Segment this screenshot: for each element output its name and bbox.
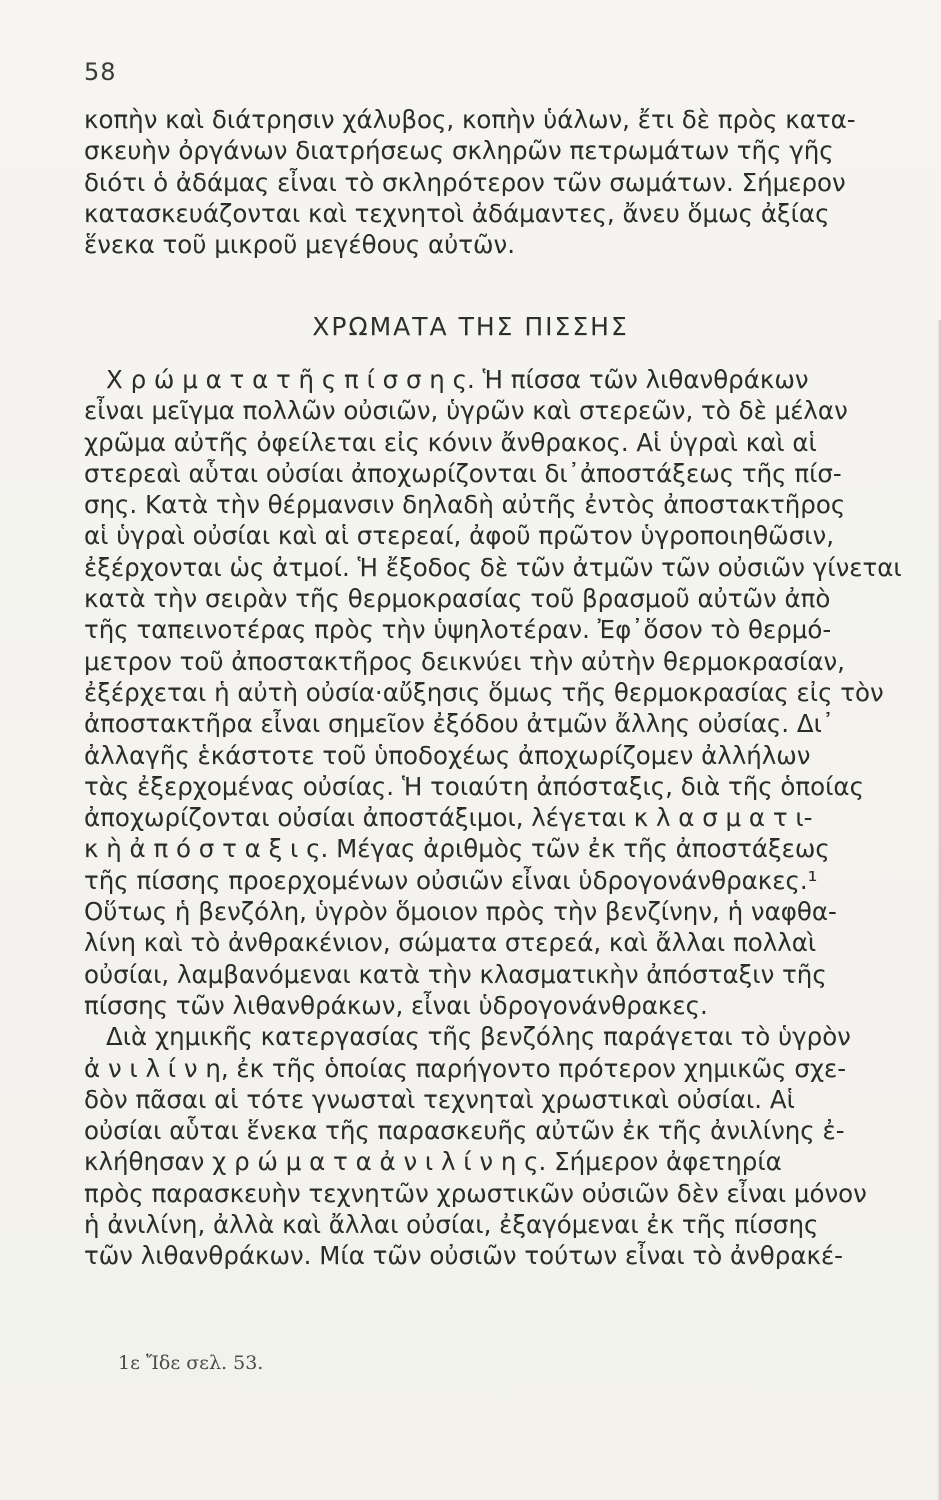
page-number: 58 xyxy=(84,58,117,86)
text-line: κ ὴ ἀ π ό σ τ α ξ ι ς. Μέγας ἀριθμὸς τῶν ἐκ τῆς ἀποστάξεως xyxy=(84,834,830,864)
text-line: κατὰ τὴν σειρὰν τῆς θερμοκρασίας τοῦ βρασμοῦ αὐτῶν ἀπὸ xyxy=(84,584,831,614)
text-line: τῆς ταπεινοτέρας πρὸς τὴν ὑψηλοτέραν. Ἐφ᾿ὅσον τὸ θερμό- xyxy=(84,615,832,645)
footnote: 1ε Ἴδε σελ. 53. xyxy=(118,1352,264,1374)
text-line: Οὕτως ἡ βενζόλη, ὑγρὸν ὅμοιον πρὸς τὴν βενζίνην, ἡ ναφθα- xyxy=(84,897,837,927)
text-line: οὐσίαι, λαμβανόμεναι κατὰ τὴν κλασματικὴν ἀπόσταξιν τῆς xyxy=(84,959,827,989)
text-line: ἀποχωρίζονται οὐσίαι ἀποστάξιμοι, λέγεται κ λ α σ μ α τ ι- xyxy=(84,803,813,833)
body-text xyxy=(84,364,934,1272)
text-line: τῶν λιθανθράκων. Μία τῶν οὐσιῶν τούτων εἶναι τὸ ἀνθρακέ- xyxy=(84,1241,844,1271)
text-line: κοπὴν καὶ διάτρησιν χάλυβος, κοπὴν ὑάλων, ἔτι δὲ πρὸς κατα- xyxy=(84,105,856,134)
text-line: ἐξέρχεται ἡ αὐτὴ οὐσία·αὔξησις ὅμως τῆς θερμοκρασίας εἰς τὸν xyxy=(84,677,884,707)
text-line: ἕνεκα τοῦ μικροῦ μεγέθους αὐτῶν. xyxy=(84,230,516,260)
text-line: αἱ ὑγραὶ οὐσίαι καὶ αἱ στερεαί, ἀφοῦ πρῶτον ὑγροποιηθῶσιν, xyxy=(84,521,834,551)
text-line: ἀ ν ι λ ί ν η, ἐκ τῆς ὁποίας παρήγοντο πρότερον χημικῶς σχε- xyxy=(84,1053,847,1083)
text-line: κατασκευάζονται καὶ τεχνητοὶ ἀδάμαντες, ἄνευ ὅμως ἀξίας xyxy=(84,198,830,228)
text-line: τὰς ἐξερχομένας οὐσίας. Ἡ τοιαύτη ἀπόσταξις, διὰ τῆς ὁποίας xyxy=(84,771,864,801)
text-line: ἐξέρχονται ὡς ἀτμοί. Ἡ ἔξοδος δὲ τῶν ἀτμῶν τῶν οὐσιῶν γίνεται xyxy=(84,552,902,582)
text-line: Διὰ χημικῆς κατεργασίας τῆς βενζόλης παράγεται τὸ ὑγρὸν xyxy=(106,1022,851,1052)
text-line: σκευὴν ὀργάνων διατρήσεως σκληρῶν πετρωμάτων τῆς γῆς xyxy=(84,136,834,166)
page-edge-shadow xyxy=(937,320,941,1500)
intro-paragraph xyxy=(84,104,934,260)
text-line: ἀλλαγῆς ἑκάστοτε τοῦ ὑποδοχέως ἀποχωρίζομεν ἀλλήλων xyxy=(84,740,811,770)
text-line: σης. Κατὰ τὴν θέρμανσιν δηλαδὴ αὐτῆς ἐντὸς ἀποστακτῆρος xyxy=(84,490,846,520)
text-line: χρῶμα αὐτῆς ὀφείλεται εἰς κόνιν ἄνθρακος. Αἱ ὑγραὶ καὶ αἱ xyxy=(84,427,817,457)
text-line: μετρον τοῦ ἀποστακτῆρος δεικνύει τὴν αὐτὴν θερμοκρασίαν, xyxy=(84,646,845,676)
text-line: ἡ ἀνιλίνη, ἀλλὰ καὶ ἄλλαι οὐσίαι, ἐξαγόμεναι ἐκ τῆς πίσσης xyxy=(84,1210,819,1240)
text-line: διότι ὁ ἀδάμας εἶναι τὸ σκληρότερον τῶν σωμάτων. Σήμερον xyxy=(84,167,846,197)
text-line: οὐσίαι αὗται ἕνεκα τῆς παρασκευῆς αὐτῶν ἐκ τῆς ἀνιλίνης ἐ- xyxy=(84,1116,845,1146)
text-line: στερεαὶ αὗται οὐσίαι ἀποχωρίζονται δι᾿ἀποστάξεως τῆς πίσ- xyxy=(84,458,842,488)
text-line: ἀποστακτῆρα εἶναι σημεῖον ἐξόδου ἀτμῶν ἄλλης οὐσίας. Δι᾿ xyxy=(84,709,835,739)
section-heading: ΧΡΩΜΑΤΑ ΤΗΣ ΠΙΣΣΗΣ xyxy=(312,312,629,341)
text-line: Χ ρ ώ μ α τ α τ ῆ ς π ί σ σ η ς. Ἡ πίσσα τῶν λιθανθράκων xyxy=(106,365,809,394)
text-line: πρὸς παρασκευὴν τεχνητῶν χρωστικῶν οὐσιῶν δὲν εἶναι μόνον xyxy=(84,1178,867,1208)
text-line: πίσσης τῶν λιθανθράκων, εἶναι ὑδρογονάνθρακες. xyxy=(84,990,708,1020)
text-line: κλήθησαν χ ρ ώ μ α τ α ἀ ν ι λ ί ν η ς. Σήμερον ἀφετηρία xyxy=(84,1147,782,1177)
text-line: τῆς πίσσης προερχομένων οὐσιῶν εἶναι ὑδρογονάνθρακες.¹ xyxy=(84,865,818,895)
text-line: δὸν πᾶσαι αἱ τότε γνωσταὶ τεχνηταὶ χρωστικαὶ οὐσίαι. Αἱ xyxy=(84,1084,795,1114)
text-line: εἶναι μεῖγμα πολλῶν οὐσιῶν, ὑγρῶν καὶ στερεῶν, τὸ δὲ μέλαν xyxy=(84,396,848,426)
text-line: λίνη καὶ τὸ ἀνθρακένιον, σώματα στερεά, καὶ ἄλλαι πολλαὶ xyxy=(84,928,817,958)
